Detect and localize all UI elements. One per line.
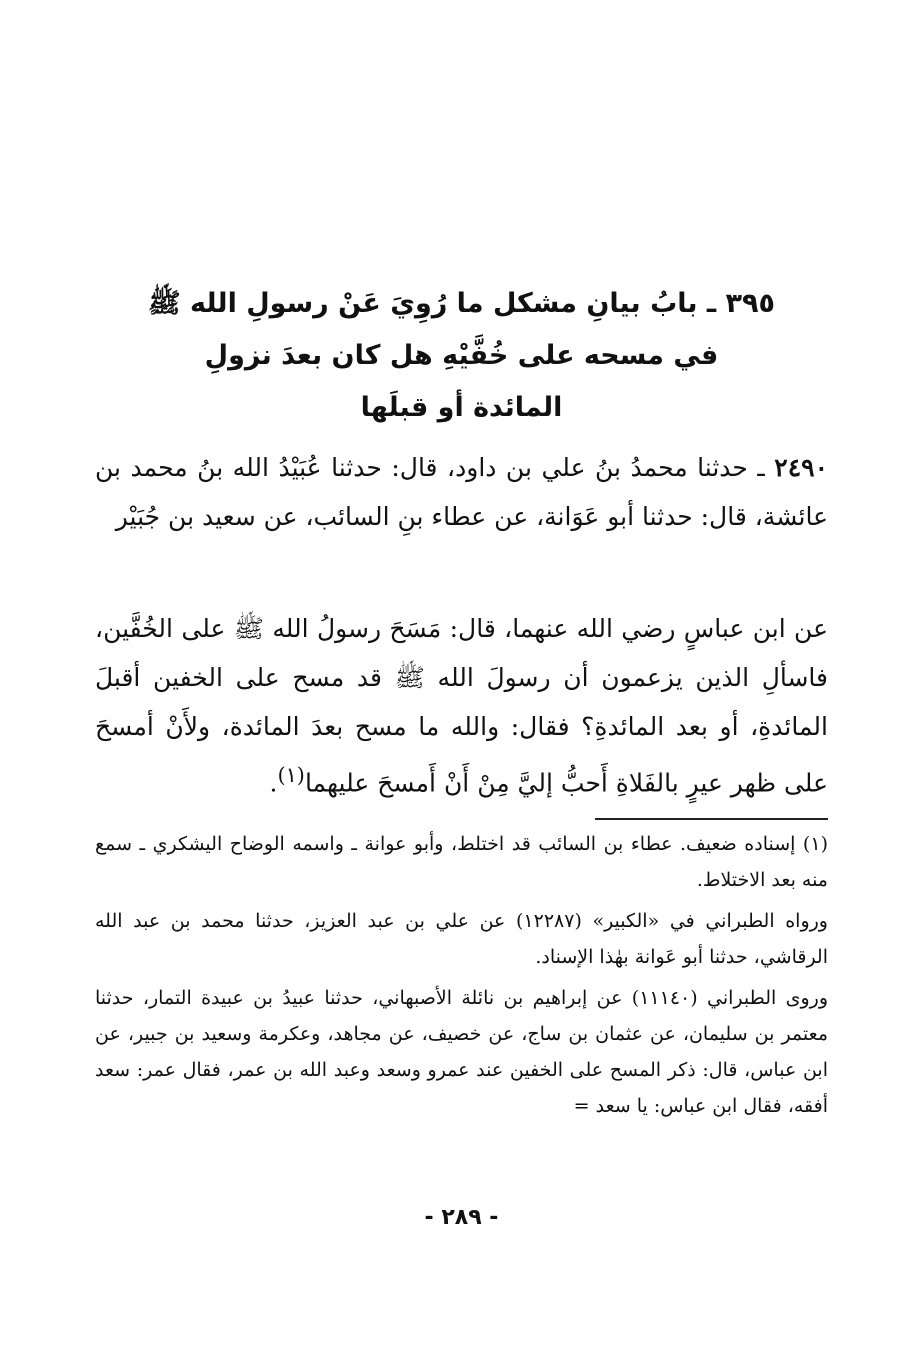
hadith-number: ٢٤٩٠ <box>774 453 828 482</box>
hadith-end-punct: . <box>269 768 278 798</box>
footnote-divider <box>595 818 828 820</box>
chapter-heading <box>90 278 833 434</box>
hadith-matn-text: عن ابن عباسٍ رضي الله عنهما، قال: مَسَحَ رسولُ الله ﷺ على الخُفَّين، فاسألِ الذين يزعمون أن رسولَ الله ﷺ قد مسح على الخفين أقبلَ المائدةِ، أو بعد المائدةِ؟ فقال: والله ما مسح بعدَ المائدة، ولأَنْ أمسحَ على ظهر عيرٍ بالفَلاةِ أَحبُّ إليَّ مِنْ أَنْ أَمسحَ عليهما <box>95 614 828 798</box>
hadith-isnad <box>95 443 828 541</box>
chapter-heading-line-2: في مسحه على خُفَّيْهِ هل كان بعدَ نزولِ <box>204 340 719 371</box>
chapter-heading-line-1: ٣٩٥ ـ بابُ بيانِ مشكل ما رُوِيَ عَنْ رسولِ الله ﷺ <box>148 288 775 319</box>
footnotes <box>95 826 828 1129</box>
footnote-paragraph: وروى الطبراني (١١١٤٠) عن إبراهيم بن نائلة الأصبهاني، حدثنا عبيدُ بن عبيدة التمار، حدثنا معتمر بن سليمان، عن عثمان بن ساج، عن خصيف، عن مجاهد، وعكرمة وسعيد بن جبير، عن ابن عباس، قال: ذكر المسح على الخفين عند عمرو وسعد وعبد الله بن عمر، فقال عمر: سعد أفقه، فقال ابن عباس: يا سعد = <box>95 987 829 1117</box>
page-number: - ٢٨٩ - <box>424 1205 499 1230</box>
footnote-marker: (١) <box>277 763 305 787</box>
footnote-paragraph: ورواه الطبراني في «الكبير» (١٢٢٨٧) عن علي بن عبد العزيز، حدثنا محمد بن عبد الله الرقاشي، حدثنا أبو عَوانة بهٰذا الإسناد. <box>95 910 828 968</box>
hadith-isnad-text: ـ حدثنا محمدُ بنُ علي بن داود، قال: حدثنا عُبَيْدُ الله بنُ محمد بن عائشة، قال: حدثنا أبو عَوَانة، عن عطاء بنِ السائب، عن سعيد بن جُبَيْر <box>95 453 828 531</box>
chapter-heading-line-3: المائدة أو قبلَها <box>360 392 563 423</box>
hadith-matn <box>95 604 828 807</box>
footnote-paragraph: (١) إسناده ضعيف. عطاء بن السائب قد اختلط، وأبو عوانة ـ واسمه الوضاح اليشكري ـ سمع منه بعد الاختلاط. <box>95 833 828 891</box>
